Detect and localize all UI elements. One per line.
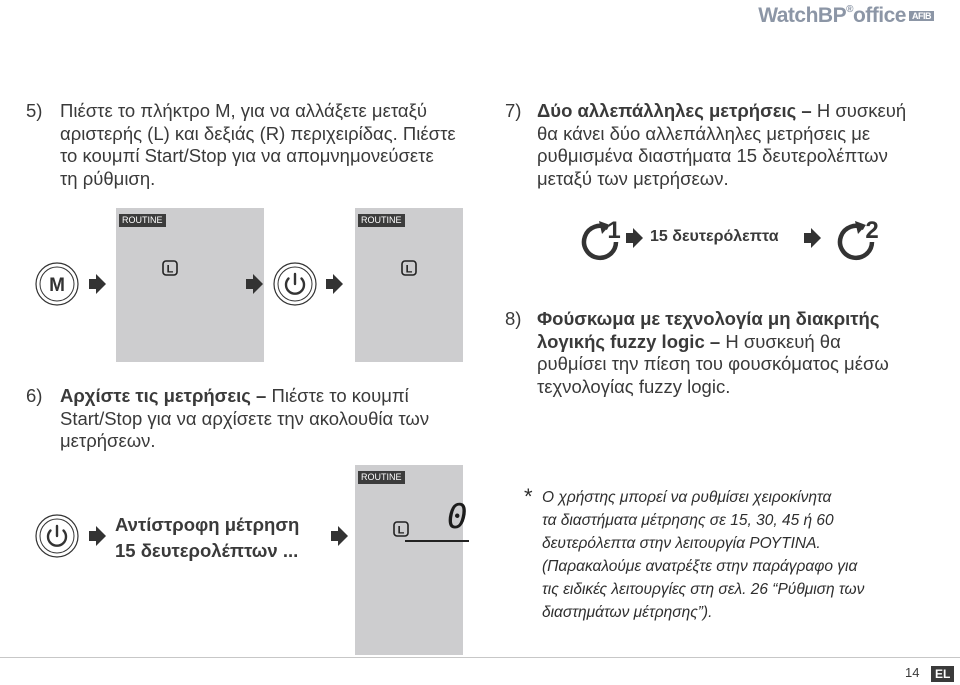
- left-cuff-icon: [393, 521, 409, 542]
- lcd-screen-1: [116, 208, 264, 362]
- routine-label: ROUTINE: [119, 214, 166, 227]
- countdown-text: [115, 512, 299, 564]
- step-6-title: Αρχίστε τις μετρήσεις: [60, 385, 251, 406]
- note-line: διαστημάτων μέτρησης”).: [542, 604, 713, 621]
- step-6: [26, 385, 496, 453]
- note-asterisk: *: [524, 484, 533, 509]
- cycle-1-number: 1: [607, 217, 621, 244]
- step-6-line: μετρήσεων.: [60, 430, 156, 451]
- arrow-right-icon: [804, 228, 822, 253]
- interval-label: 15 δευτερόλεπτα: [650, 228, 779, 245]
- step-7-line: Η συσκευή: [816, 100, 907, 121]
- step-8-line: τεχνολογίας fuzzy logic.: [537, 375, 731, 397]
- footer-rule: [0, 657, 960, 658]
- step-5-line: τη ρύθμιση.: [60, 167, 156, 189]
- arrow-right-icon: [246, 274, 264, 299]
- routine-label: ROUTINE: [358, 471, 405, 484]
- step-5-line: το κουμπί Start/Stop για να απομνημονεύσετε: [60, 145, 434, 166]
- left-cuff-icon: [401, 260, 417, 281]
- logo-registered: ®: [846, 4, 853, 15]
- countdown-line: 15 δευτερολέπτων ...: [115, 540, 299, 561]
- step-7-number: 7): [505, 100, 522, 121]
- page-number: 14: [905, 665, 920, 680]
- manual-interval-note: [524, 486, 944, 624]
- cycle-2-icon: [834, 212, 884, 267]
- note-line: δευτερόλεπτα στην λειτουργία ΡΟΥΤΙΝΑ.: [542, 535, 821, 552]
- arrow-right-icon: [89, 526, 107, 551]
- power-button-icon: [272, 261, 318, 312]
- note-line: τα διαστήματα μέτρησης σε 15, 30, 45 ή 60: [542, 512, 834, 529]
- cycle-2-number: 2: [865, 217, 879, 244]
- step-8-title: Φούσκωμα με τεχνολογία μη διακριτής: [537, 308, 880, 329]
- step-8-number: 8): [505, 308, 522, 329]
- logo-tag: AFIB: [909, 11, 934, 21]
- note-line: (Παρακαλούμε ανατρέξτε στην παράγραφο για: [542, 558, 858, 575]
- step-6-line: Start/Stop για να αρχίσετε την ακολουθία των: [60, 407, 430, 429]
- arrow-right-icon: [626, 228, 644, 253]
- arrow-right-icon: [326, 274, 344, 299]
- logo-main-text: WatchBP: [758, 4, 847, 27]
- lcd-screen-3: [355, 465, 468, 655]
- left-cuff-letter: L: [397, 524, 405, 537]
- language-badge: EL: [931, 666, 954, 682]
- display-digit: 0: [447, 497, 468, 537]
- dash: –: [250, 385, 272, 406]
- step-5-number: 5): [26, 100, 43, 121]
- routine-label: ROUTINE: [358, 214, 405, 227]
- countdown-line: Αντίστροφη μέτρηση: [115, 514, 300, 535]
- m-key-letter: M: [49, 275, 65, 296]
- step-8-line: Η συσκευή θα: [725, 330, 841, 352]
- step-8-title: λογικής fuzzy logic: [537, 330, 705, 352]
- note-line: Ο χρήστης μπορεί να ρυθμίσει χειροκίνητα: [542, 489, 832, 506]
- step-7: [505, 100, 955, 190]
- arrow-right-icon: [331, 526, 349, 551]
- dash: –: [704, 330, 726, 352]
- arrow-right-icon: [89, 274, 107, 299]
- step-8: [505, 308, 955, 398]
- brand-logo: [758, 4, 934, 28]
- logo-office-text: office: [852, 4, 906, 27]
- step-5: [26, 100, 486, 190]
- m-button-icon: [34, 261, 80, 312]
- cycle-1-icon: [578, 212, 626, 267]
- step-7-line: μεταξύ των μετρήσεων.: [537, 167, 729, 189]
- step-5-line: αριστερής (L) και δεξιάς (R) περιχειρίδας. Πιέστε: [60, 122, 456, 144]
- step-7-title: Δύο αλλεπάλληλες μετρήσεις: [537, 100, 797, 121]
- step-8-line: ρυθμίσει την πίεση του φουσκόματος μέσω: [537, 353, 889, 374]
- step-6-line: Πιέστε το κουμπί: [271, 385, 409, 406]
- power-button-icon: [34, 513, 80, 564]
- note-line: τις ειδικές λειτουργίες στη σελ. 26 “Ρύθμιση των: [542, 581, 865, 598]
- display-underline: [405, 540, 469, 542]
- step-5-line: Πιέστε το πλήκτρο M, για να αλλάξετε μεταξύ: [60, 100, 427, 121]
- step-7-line: θα κάνει δύο αλλεπάλληλες μετρήσεις με: [537, 122, 871, 144]
- lcd-screen-2: [355, 208, 463, 362]
- left-cuff-letter: L: [405, 263, 413, 276]
- step-6-number: 6): [26, 385, 43, 406]
- left-cuff-letter: L: [166, 263, 174, 276]
- left-cuff-icon: [162, 260, 178, 281]
- step-7-line: ρυθμισμένα διαστήματα 15 δευτερολέπτων: [537, 145, 888, 166]
- dash: –: [796, 100, 817, 121]
